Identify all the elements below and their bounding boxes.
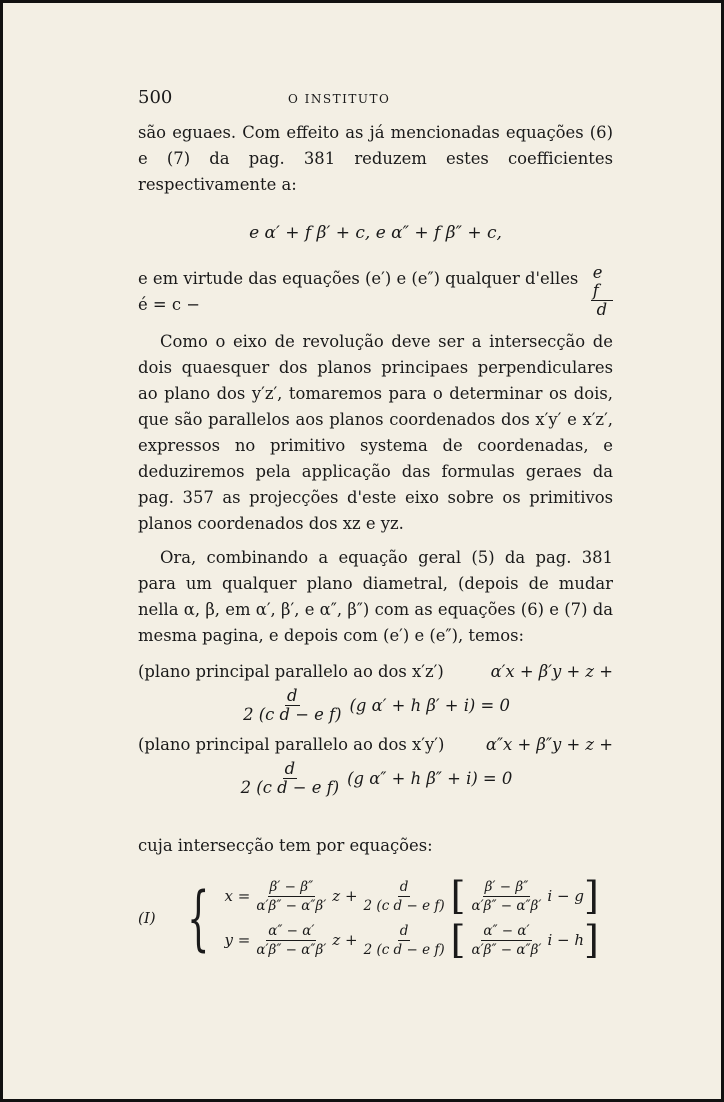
right-bracket-icon: ] bbox=[584, 918, 599, 962]
equation-1 bbox=[138, 659, 613, 724]
row-x-f1-num: β′ − β″ bbox=[269, 878, 314, 895]
equation-2-rest: (g α″ + h β″ + i) = 0 bbox=[347, 768, 513, 788]
equation-2 bbox=[138, 732, 613, 797]
paragraph-1: são eguaes. Com effeito as já mencionadas equações (6) e (7) da pag. 381 reduzem estes coefficientes respectivamente a: bbox=[138, 123, 613, 194]
row-x-frac-3 bbox=[469, 878, 543, 915]
equation-2-label: (plano principal parallelo ao dos x′y′) bbox=[138, 735, 445, 754]
equation-2-frac-den: 2 (c d − e f) bbox=[240, 778, 340, 797]
row-y-f2-num: d bbox=[399, 922, 409, 939]
row-x-var: x = bbox=[224, 887, 251, 905]
ef-fraction bbox=[591, 264, 613, 319]
equation-1-frac-den: 2 (c d − e f) bbox=[243, 705, 342, 724]
paragraph-4: Ora, combinando a equação geral (5) da pag. 381 para um qualquer plano diametral, (depois de mudar nella α, β, em α′, β′, e α″, β″) com as equações (6) e (7) da mesma pagina, e depois com (e′) e (e″), temos: bbox=[138, 548, 613, 645]
row-y-frac-3 bbox=[469, 922, 543, 959]
equation-1-fraction bbox=[241, 687, 343, 724]
running-title: O INSTITUTO bbox=[288, 92, 391, 106]
display-formula: e α′ + f β′ + c, e α″ + f β″ + c, bbox=[249, 223, 502, 243]
ef-fraction-num: e f bbox=[591, 264, 613, 301]
equation-1-lhs: α′x + β′y + z + bbox=[490, 662, 613, 681]
left-bracket-icon: [ bbox=[450, 918, 466, 962]
system-label: (I) bbox=[138, 909, 156, 927]
row-x-f3-num: β′ − β″ bbox=[484, 878, 529, 895]
system-row-x bbox=[224, 874, 599, 918]
system-row-y bbox=[224, 918, 599, 962]
paragraph-3: Como o eixo de revolução deve ser a intersecção de dois quaesquer dos planos principaes perpendiculares ao plano dos y′z′, tomaremos para o determinar os dois, que são parallelos aos planos coordenados dos x′y′ e x′z′, expressos no primitivo systema de coordenadas, e deduziremos pela applicação das formulas geraes da pag. 357 as projecções d'este eixo sobre os primitivos planos coordenados dos xz e yz. bbox=[138, 332, 613, 533]
equation-1-label: (plano principal parallelo ao dos x′z′) bbox=[138, 662, 444, 681]
equation-2-lhs: α″x + β″y + z + bbox=[485, 735, 613, 754]
row-x-f2-den: 2 (c d − e f) bbox=[363, 897, 445, 914]
equation-1-frac-num: d bbox=[287, 686, 298, 705]
row-y-mid: z + bbox=[332, 931, 358, 949]
page-number: 500 bbox=[138, 87, 173, 108]
row-y-f1-num: α″ − α′ bbox=[268, 922, 315, 939]
equation-2-fraction bbox=[239, 760, 341, 797]
row-y-f3-num: α″ − α′ bbox=[483, 922, 530, 939]
row-x-tail: i − g bbox=[547, 887, 584, 905]
row-y-tail: i − h bbox=[547, 931, 584, 949]
ef-fraction-den: d bbox=[596, 300, 608, 319]
paragraph-2 bbox=[138, 264, 613, 319]
page-content bbox=[138, 85, 613, 962]
row-y-frac-1 bbox=[254, 922, 328, 959]
row-y-f3-den: α′β″ − α″β′ bbox=[471, 941, 542, 958]
left-brace-icon: { bbox=[187, 877, 210, 959]
row-x-frac-1 bbox=[254, 878, 328, 915]
page-header bbox=[138, 85, 613, 112]
row-y-f2-den: 2 (c d − e f) bbox=[363, 941, 445, 958]
row-y-f1-den: α′β″ − α″β′ bbox=[256, 941, 327, 958]
row-x-f3-den: α′β″ − α″β′ bbox=[471, 897, 542, 914]
left-bracket-icon: [ bbox=[450, 874, 466, 918]
row-x-frac-2 bbox=[362, 878, 447, 915]
row-y-var: y = bbox=[224, 931, 251, 949]
row-x-f1-den: α′β″ − α″β′ bbox=[256, 897, 327, 914]
equation-2-frac-num: d bbox=[284, 759, 296, 778]
closing-text: cuja intersecção tem por equações: bbox=[138, 836, 433, 855]
right-bracket-icon: ] bbox=[583, 874, 599, 918]
row-y-frac-2 bbox=[362, 922, 447, 959]
row-x-f2-num: d bbox=[399, 878, 409, 895]
row-x-mid: z + bbox=[332, 887, 358, 905]
paragraph-2-text: e em virtude das equações (e′) e (e″) qualquer d'elles é = c − bbox=[138, 268, 579, 314]
equation-1-rest: (g α′ + h β′ + i) = 0 bbox=[349, 695, 510, 715]
equation-system bbox=[138, 874, 613, 962]
